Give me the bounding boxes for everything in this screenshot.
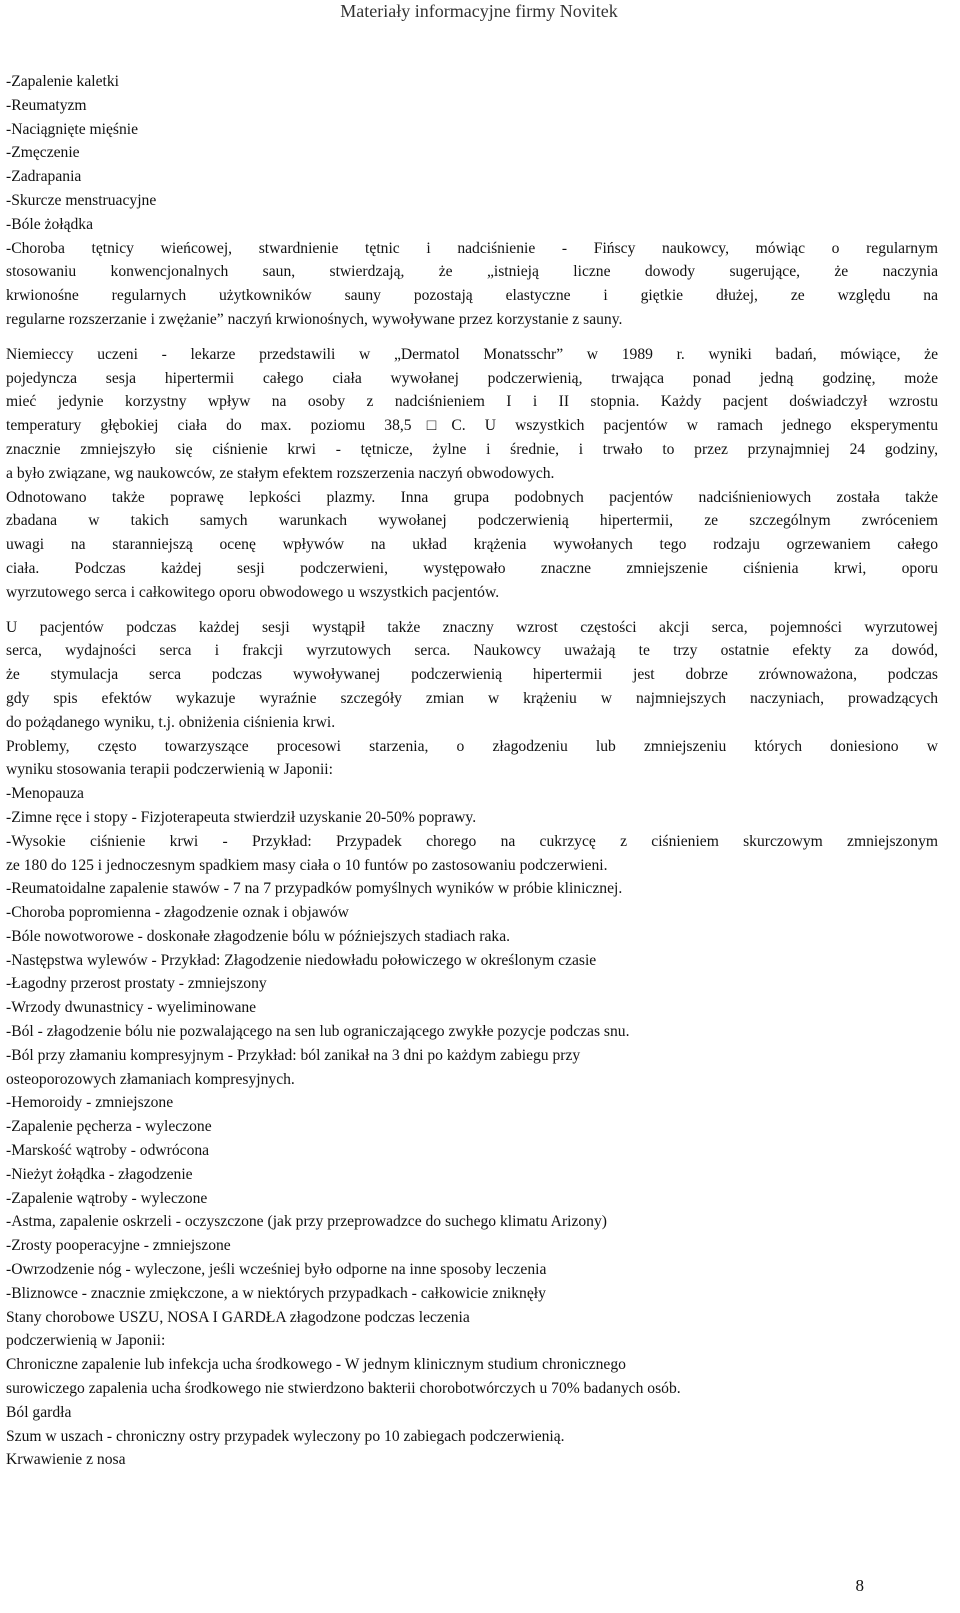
text-line: -Ból przy złamaniu kompresyjnym - Przykład: ból zanikał na 3 dni po każdym zabiegu przy xyxy=(6,1046,581,1064)
text-line: Krwawienie z nosa xyxy=(6,1451,126,1469)
document-body xyxy=(6,70,938,1472)
text-line: a było związane, wg naukowców, ze stałym efektem rozszerzenia naczyń obwodowych. xyxy=(6,464,555,482)
text-line: -Bóle żołądka xyxy=(6,215,94,233)
paragraph-gap xyxy=(6,332,938,343)
text-line: -Reumatoidalne zapalenie stawów - 7 na 7 przypadków pomyślnych wyników w próbie klinicznej. xyxy=(6,880,623,898)
text-line: U pacjentów podczas każdej sesji wystąpił także znaczny wzrost częstości akcji serca, pojemności wyrzutowej xyxy=(6,618,938,636)
text-line: serca, wydajności serca i frakcji wyrzutowych serca. Naukowcy uważają te trzy ostatnie efekty za dowód, xyxy=(6,642,938,660)
text-line: -Zadrapania xyxy=(6,168,82,186)
text-line: -Zimne ręce i stopy - Fizjoterapeuta stwierdził uzyskanie 20-50% poprawy. xyxy=(6,808,477,826)
text-line: -Wysokie ciśnienie krwi - Przykład: Przypadek chorego na cukrzycę z ciśnieniem skurczowym zmniejszonym xyxy=(6,832,938,850)
text-line: Problemy, często towarzyszące procesowi starzenia, o złagodzeniu lub zmniejszeniu których doniesiono w xyxy=(6,737,938,755)
text-line: -Choroba tętnicy wieńcowej, stwardnienie tętnic i nadciśnienie - Fińscy naukowcy, mówiąc o regularnym xyxy=(6,239,938,257)
text-line: Odnotowano także poprawę lepkości plazmy. Inna grupa podobnych pacjentów nadciśnieniowych została także xyxy=(6,488,938,506)
paragraph-block-3 xyxy=(6,616,938,1473)
text-line: wyrzutowego serca i całkowitego oporu obwodowego u wszystkich pacjentów. xyxy=(6,583,500,601)
text-line: uwagi na staranniejszą ocenę wpływów na układ krążenia wywołanych tego rodzaju ogrzewaniem całego xyxy=(6,536,938,554)
paragraph-block-2 xyxy=(6,343,938,605)
text-line: Szum w uszach - chroniczny ostry przypadek wyleczony po 10 zabiegach podczerwienią. xyxy=(6,1427,565,1445)
text-line: mieć jedynie korzystny wpływ na osoby z nadciśnieniem I i II stopnia. Każdy pacjent doświadczył wzrostu xyxy=(6,393,938,411)
text-line: -Wrzody dwunastnicy - wyeliminowane xyxy=(6,999,257,1017)
text-line: -Owrzodzenie nóg - wyleczone, jeśli wcześniej było odporne na inne sposoby leczenia xyxy=(6,1261,547,1279)
header-title: Materiały informacyjne firmy Novitek xyxy=(340,1,618,21)
text-line: -Zapalenie kaletki xyxy=(6,73,119,90)
text-line: że stymulacja serca podczas wywoływanej podczerwienią hipertermii jest dobrze zrównoważona, podczas xyxy=(6,666,938,684)
text-line: -Nieżyt żołądka - złagodzenie xyxy=(6,1165,193,1183)
text-line: ze 180 do 125 i jednoczesnym spadkiem masy ciała o 10 funtów po zastosowaniu podczerwieni. xyxy=(6,856,608,874)
text-line: zbadana w takich samych warunkach wywołanej podczerwienią hipertermii, ze szczególnym zwróceniem xyxy=(6,512,938,530)
text-line: -Zapalenie wątroby - wyleczone xyxy=(6,1189,208,1207)
text-line: -Skurcze menstruacyjne xyxy=(6,191,157,209)
text-line: -Bóle nowotworowe - doskonałe złagodzenie bólu w późniejszych stadiach raka. xyxy=(6,927,511,945)
text-line: -Bliznowce - znacznie zmiękczone, a w niektórych przypadkach - całkowicie zniknęły xyxy=(6,1284,546,1302)
paragraph-block-1 xyxy=(6,70,938,332)
text-line: -Choroba popromienna - złagodzenie oznak i objawów xyxy=(6,904,349,922)
text-line: osteoporozowych złamaniach kompresyjnych. xyxy=(6,1070,295,1088)
text-line: do pożądanego wyniku, t.j. obniżenia ciśnienia krwi. xyxy=(6,713,336,731)
page-header xyxy=(0,0,958,22)
text-line: Stany chorobowe USZU, NOSA I GARDŁA złagodzone podczas leczenia xyxy=(6,1308,470,1326)
text-line: wyniku stosowania terapii podczerwienią w Japonii: xyxy=(6,761,333,779)
text-line: -Astma, zapalenie oskrzeli - oczyszczone (jak przy przeprowadzce do suchego klimatu Arizony) xyxy=(6,1213,607,1231)
text-line: -Marskość wątroby - odwrócona xyxy=(6,1142,210,1160)
paragraph-gap xyxy=(6,605,938,616)
text-line: surowiczego zapalenia ucha środkowego nie stwierdzono bakterii chorobotwórczych u 70% badanych osób. xyxy=(6,1380,681,1398)
text-line: regularne rozszerzanie i zwężanie” naczyń krwionośnych, wywoływane przez korzystanie z sauny. xyxy=(6,310,623,328)
text-line: -Hemoroidy - zmniejszone xyxy=(6,1094,174,1112)
text-line: Chroniczne zapalenie lub infekcja ucha środkowego - W jednym klinicznym studium chronicznego xyxy=(6,1356,626,1374)
text-line: -Zapalenie pęcherza - wyleczone xyxy=(6,1118,212,1136)
text-line: ciała. Podczas każdej sesji podczerwieni, występowało znaczne zmniejszenie ciśnienia krwi, oporu xyxy=(6,559,938,577)
text-line: Ból gardła xyxy=(6,1403,72,1421)
text-line: krwionośne regularnych użytkowników sauny pozostają elastyczne i giętkie dłużej, ze względu na xyxy=(6,287,938,305)
text-line: temperatury głębokiej ciała do max. poziomu 38,5□C. U wszystkich pacjentów w ramach jednego eksperymentu xyxy=(6,417,938,435)
text-line: -Zmęczenie xyxy=(6,144,80,162)
text-line: Niemieccy uczeni - lekarze przedstawili w „Dermatol Monatsschr” w 1989 r. wyniki badań, mówiące, że xyxy=(6,345,938,363)
text-line: podczerwienią w Japonii: xyxy=(6,1332,166,1350)
text-line: gdy spis efektów wykazuje wyraźnie szczegóły zmian w krążeniu w najmniejszych naczyniach, prowadzących xyxy=(6,689,938,707)
text-line: -Następstwa wylewów - Przykład: Złagodzenie niedowładu połowiczego w określonym czasie xyxy=(6,951,597,969)
text-line: znacznie zmniejszyło się ciśnienie krwi - tętnicze, żylne i średnie, i trwało to przez przynajmniej 24 godziny, xyxy=(6,440,938,458)
text-line: pojedyncza sesja hipertermii całego ciała wywołanej podczerwienią, trwająca ponad jedną godzinę, może xyxy=(6,369,938,387)
text-line: -Zrosty pooperacyjne - zmniejszone xyxy=(6,1237,231,1255)
text-line: -Menopauza xyxy=(6,785,84,803)
text-line: -Reumatyzm xyxy=(6,96,87,114)
page-number: 8 xyxy=(855,1576,864,1595)
text-line: -Naciągnięte mięśnie xyxy=(6,120,139,138)
text-line: stosowaniu konwencjonalnych saun, stwierdzają, że „istnieją liczne dowody sugerujące, że naczynia xyxy=(6,263,938,281)
text-line: -Łagodny przerost prostaty - zmniejszony xyxy=(6,975,267,993)
text-line: -Ból - złagodzenie bólu nie pozwalającego na sen lub ograniczającego zwykłe pozycje podczas snu. xyxy=(6,1023,630,1041)
